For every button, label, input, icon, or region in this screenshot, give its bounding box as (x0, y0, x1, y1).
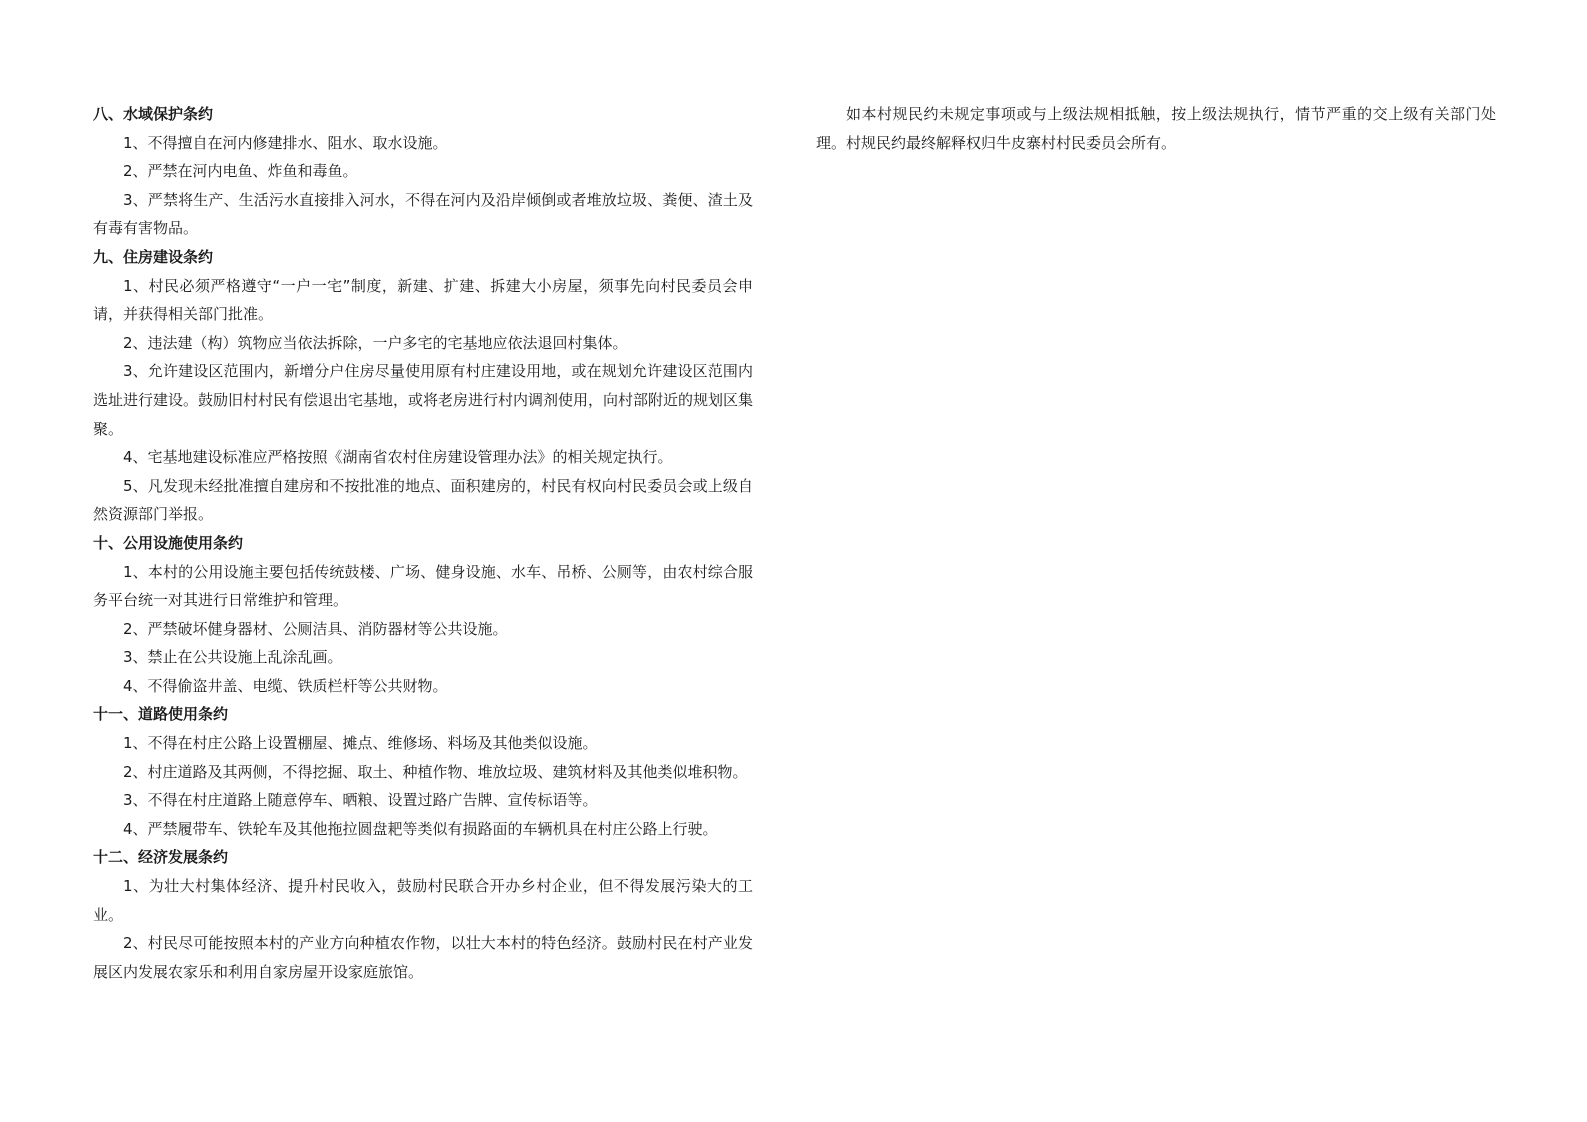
clause-paragraph: 4、严禁履带车、铁轮车及其他拖拉圆盘耙等类似有损路面的车辆机具在村庄公路上行驶。 (123, 819, 718, 838)
section-heading-public-facilities: 十、公用设施使用条约 (93, 533, 244, 552)
clause-paragraph: 3、禁止在公共设施上乱涂乱画。 (123, 648, 343, 667)
clause-paragraph: 1、不得在村庄公路上设置棚屋、摊点、维修场、料场及其他类似设施。 (123, 734, 598, 753)
clause-paragraph: 2、严禁在河内电鱼、炸鱼和毒鱼。 (123, 162, 358, 181)
clause-paragraph: 5、凡发现未经批准擅自建房和不按批准的地点、面积建房的，村民有权向村民委员会或上级自然资源部门举报。 (93, 476, 753, 524)
clause-paragraph: 3、不得在村庄道路上随意停车、晒粮、设置过路广告牌、宣传标语等。 (123, 791, 598, 810)
clause-paragraph: 3、允许建设区范围内，新增分户住房尽量使用原有村庄建设用地，或在规划允许建设区范围内选址进行建设。鼓励旧村村民有偿退出宅基地，或将老房进行村内调剂使用，向村部附近的规划区集聚。 (93, 362, 754, 438)
closing-paragraph: 如本村规民约未规定事项或与上级法规相抵触，按上级法规执行，情节严重的交上级有关部门处理。村规民约最终解释权归牛皮寨村村民委员会所有。 (816, 105, 1496, 152)
clause-paragraph: 2、违法建（构）筑物应当依法拆除，一户多宅的宅基地应依法退回村集体。 (123, 333, 628, 352)
clause-paragraph: 1、本村的公用设施主要包括传统鼓楼、广场、健身设施、水车、吊桥、公厕等，由农村综合服务平台统一对其进行日常维护和管理。 (93, 562, 753, 610)
clause-paragraph: 1、为壮大村集体经济、提升村民收入，鼓励村民联合开办乡村企业，但不得发展污染大的工业。 (93, 877, 753, 924)
clause-paragraph: 2、严禁破坏健身器材、公厕洁具、消防器材等公共设施。 (123, 619, 508, 638)
clause-paragraph: 1、不得擅自在河内修建排水、阻水、取水设施。 (123, 133, 448, 152)
clause-paragraph: 3、严禁将生产、生活污水直接排入河水，不得在河内及沿岸倾倒或者堆放垃圾、粪便、渣土及有毒有害物品。 (93, 190, 753, 238)
section-heading-water: 八、水域保护条约 (93, 105, 214, 123)
clause-paragraph: 1、村民必须严格遵守“一户一宅”制度，新建、扩建、拆建大小房屋，须事先向村民委员会申请，并获得相关部门批准。 (93, 276, 753, 324)
clause-paragraph: 4、不得偷盗井盖、电缆、铁质栏杆等公共财物。 (123, 676, 448, 695)
left-column (93, 100, 753, 986)
section-heading-roads: 十一、道路使用条约 (93, 705, 229, 724)
section-heading-housing: 九、住房建设条约 (93, 247, 214, 266)
right-column (816, 100, 1496, 157)
clause-paragraph: 4、宅基地建设标准应严格按照《湖南省农村住房建设管理办法》的相关规定执行。 (123, 448, 673, 467)
clause-paragraph: 2、村民尽可能按照本村的产业方向种植农作物，以壮大本村的特色经济。鼓励村民在村产业发展区内发展农家乐和利用自家房屋开设家庭旅馆。 (93, 934, 753, 981)
clause-paragraph: 2、村庄道路及其两侧，不得挖掘、取土、种植作物、堆放垃圾、建筑材料及其他类似堆积物。 (123, 762, 748, 781)
section-heading-economy: 十二、经济发展条约 (93, 848, 229, 867)
